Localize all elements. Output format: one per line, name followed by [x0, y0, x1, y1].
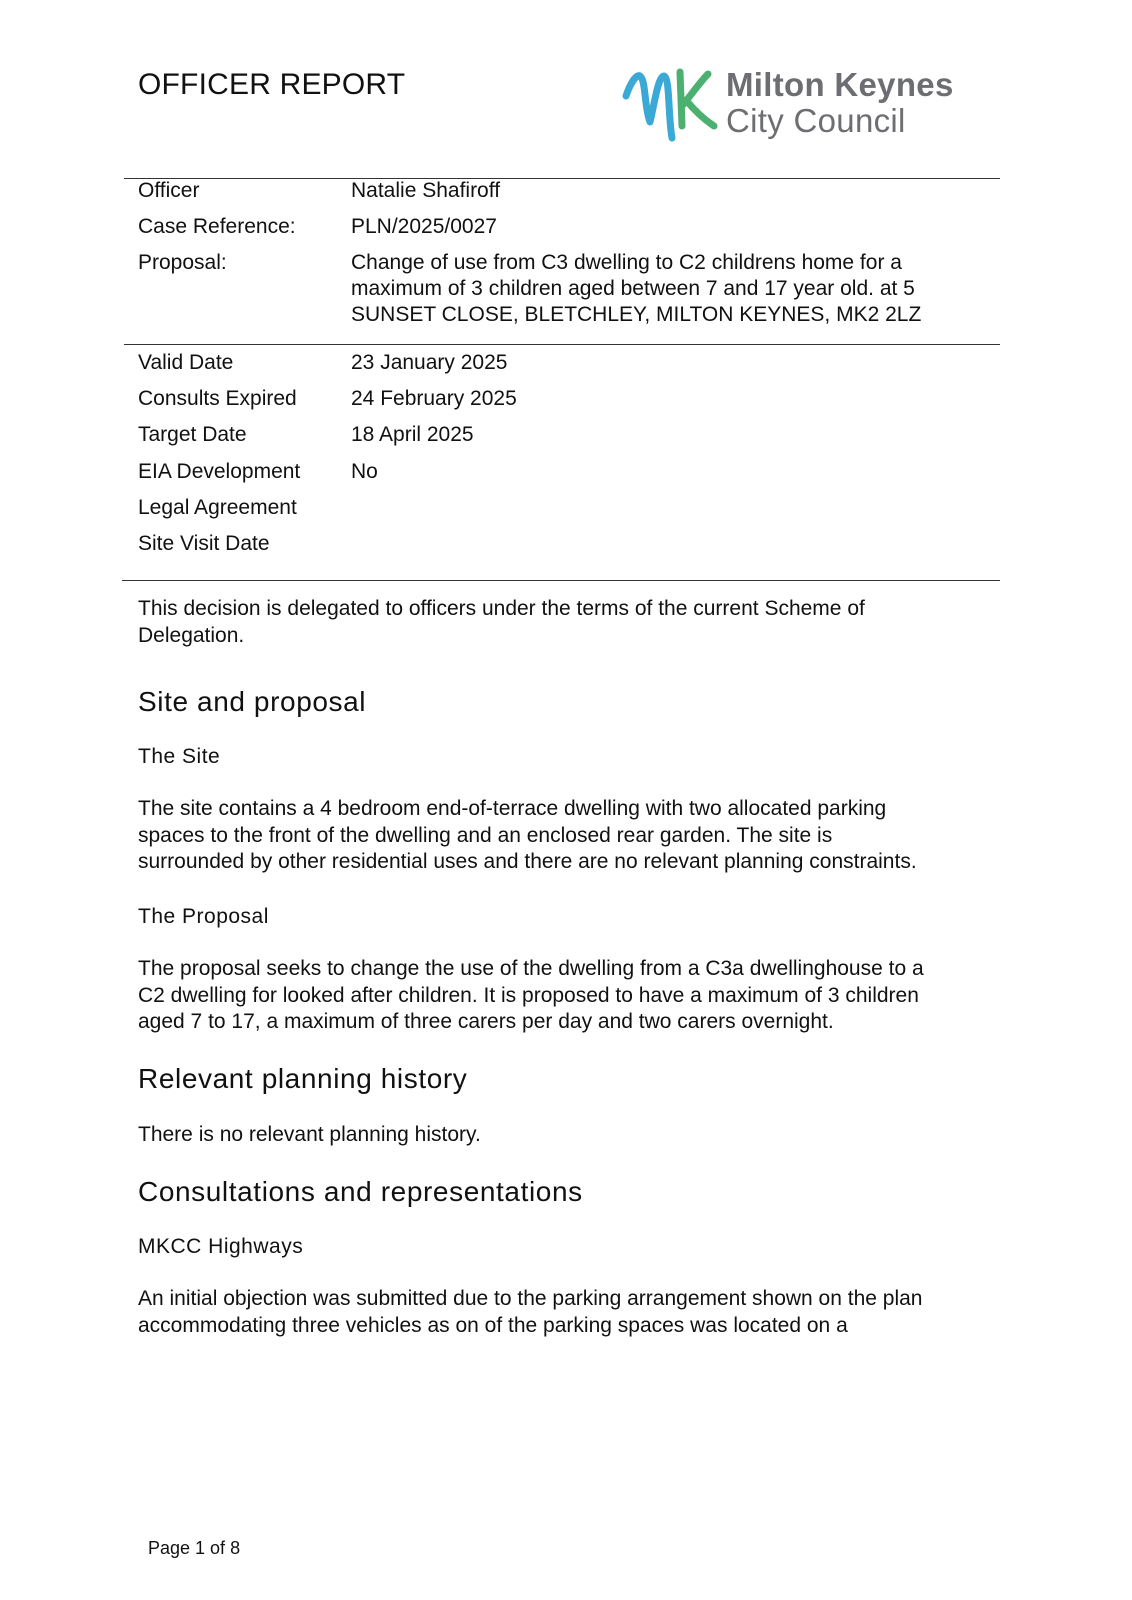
proposal-line: Change of use from C3 dwelling to C2 childrens home for a: [351, 251, 902, 274]
eia-development-label: EIA Development: [138, 460, 301, 483]
text-line: The site contains a 4 bedroom end-of-terrace dwelling with two allocated parking: [138, 797, 887, 820]
target-date-value: 18 April 2025: [351, 423, 474, 446]
text-line: An initial objection was submitted due to the parking arrangement shown on the plan: [138, 1287, 923, 1310]
officer-label: Officer: [138, 179, 200, 202]
eia-development-value: No: [351, 460, 378, 483]
text-line: surrounded by other residential uses and there are no relevant planning constraints.: [138, 850, 917, 873]
site-and-proposal-heading: Site and proposal: [138, 686, 367, 717]
text-line: Delegation.: [138, 623, 245, 647]
delegation-paragraph: [138, 596, 1008, 649]
text-line: spaces to the front of the dwelling and an enclosed rear garden. The site is: [138, 823, 833, 847]
text-line: There is no relevant planning history.: [138, 1123, 481, 1146]
logo-subtitle: City Council: [726, 102, 906, 139]
text-line: accommodating three vehicles as on of the parking spaces was located on a: [138, 1313, 848, 1337]
the-proposal-heading: The Proposal: [138, 905, 269, 928]
the-site-heading: The Site: [138, 745, 221, 768]
page-number: Page 1 of 8: [148, 1538, 241, 1558]
text-line: This decision is delegated to officers under the terms of the current Scheme of: [138, 597, 865, 620]
legal-agreement-label: Legal Agreement: [138, 496, 297, 519]
text-line: aged 7 to 17, a maximum of three carers per day and two carers overnight.: [138, 1010, 834, 1033]
case-reference-label: Case Reference:: [138, 215, 296, 238]
target-date-label: Target Date: [138, 423, 247, 446]
proposal-label: Proposal:: [138, 251, 227, 274]
the-proposal-paragraph: [138, 956, 1008, 1036]
mk-logo-mark-icon: [622, 66, 718, 144]
consults-expired-value: 24 February 2025: [351, 387, 517, 410]
highways-paragraph: [138, 1286, 1008, 1339]
mkcc-highways-heading: MKCC Highways: [138, 1235, 304, 1258]
consultations-heading: Consultations and representations: [138, 1176, 583, 1207]
proposal-value: [351, 250, 1001, 328]
officer-value: Natalie Shafiroff: [351, 179, 501, 202]
divider: [124, 344, 1000, 345]
consults-expired-label: Consults Expired: [138, 387, 297, 410]
text-line: The proposal seeks to change the use of the dwelling from a C3a dwellinghouse to a: [138, 957, 924, 980]
valid-date-label: Valid Date: [138, 351, 234, 374]
council-logo: [622, 62, 1002, 146]
divider: [122, 580, 1000, 581]
page-title: OFFICER REPORT: [138, 68, 406, 101]
text-line: C2 dwelling for looked after children. It is proposed to have a maximum of 3 children: [138, 983, 919, 1007]
planning-history-paragraph: [138, 1122, 1008, 1149]
site-visit-date-label: Site Visit Date: [138, 532, 270, 555]
logo-name: Milton Keynes: [726, 66, 954, 103]
case-reference-value: PLN/2025/0027: [351, 215, 497, 238]
valid-date-value: 23 January 2025: [351, 351, 508, 374]
proposal-line: SUNSET CLOSE, BLETCHLEY, MILTON KEYNES, MK2 2LZ: [351, 303, 922, 326]
the-site-paragraph: [138, 796, 1008, 876]
proposal-line: maximum of 3 children aged between 7 and 17 year old. at 5: [351, 277, 915, 300]
planning-history-heading: Relevant planning history: [138, 1063, 468, 1094]
